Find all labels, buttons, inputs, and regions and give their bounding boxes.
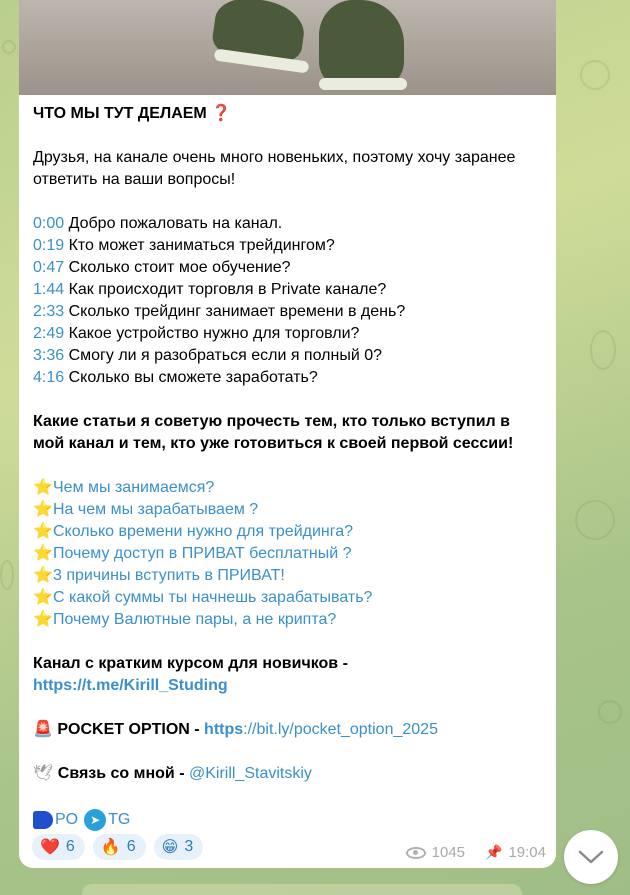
intro-text: Друзья, на канале очень много новеньких, поэтому хочу заранее ответить на ваши вопросы!: [33, 149, 516, 188]
article-link[interactable]: Почему Валютные пары, а не крипта?: [53, 611, 337, 628]
shoe-right-image: [319, 0, 404, 88]
scroll-down-button[interactable]: [564, 830, 618, 884]
timestamp-item: [33, 279, 542, 301]
timestamp-list: [33, 213, 542, 389]
timestamp-text: Сколько трейдинг занимает времени в день?: [64, 303, 406, 320]
timestamp-text: Сколько вы сможете заработать?: [64, 369, 318, 386]
views-count: 1045: [431, 844, 466, 861]
timestamp-text: Как происходит торговля в Private канале?: [64, 281, 387, 298]
reaction-chip[interactable]: [32, 834, 85, 860]
reactions-bar: [32, 834, 203, 860]
article-item: [33, 499, 542, 521]
reaction-emoji-icon: ❤️: [40, 839, 60, 856]
timestamp-link[interactable]: 2:49: [33, 325, 65, 342]
contact-label: Связь со мной -: [57, 765, 189, 782]
timestamp-link[interactable]: 0:47: [33, 259, 65, 276]
article-item: [33, 565, 542, 587]
tg-chip[interactable]: [84, 809, 130, 831]
timestamp-text: Сколько стоит мое обучение?: [64, 259, 291, 276]
star-icon: ⭐: [33, 479, 53, 496]
reaction-chip[interactable]: [154, 834, 204, 860]
article-link[interactable]: 3 причины вступить в ПРИВАТ!: [53, 567, 285, 584]
pocket-link[interactable]: [204, 721, 438, 738]
link-chips: [33, 809, 542, 831]
views-icon: [406, 847, 426, 859]
post-title: [33, 103, 542, 125]
star-icon: ⭐: [33, 589, 53, 606]
timestamp-item: [33, 301, 542, 323]
timestamp-link[interactable]: 2:33: [33, 303, 65, 320]
message-meta: [406, 844, 546, 861]
question-mark-icon: ❓: [211, 105, 232, 122]
timestamp-item: [33, 213, 542, 235]
article-item: [33, 609, 542, 631]
course-link[interactable]: https://t.me/Kirill_Studing: [33, 677, 228, 694]
timestamp-text: Какое устройство нужно для торговли?: [64, 325, 360, 342]
star-icon: ⭐: [33, 545, 53, 562]
po-logo-icon: [33, 811, 53, 829]
reaction-count: 6: [65, 838, 75, 855]
course-label: Канал с кратким курсом для новичков -: [33, 655, 348, 672]
pin-icon: 📌: [485, 844, 503, 860]
message-text: [19, 95, 556, 831]
articles-list: [33, 477, 542, 631]
siren-icon: 🚨: [33, 721, 53, 738]
article-item: [33, 587, 542, 609]
message-bubble: [19, 0, 556, 868]
timestamp-link[interactable]: 4:16: [33, 369, 65, 386]
video-thumbnail[interactable]: [19, 0, 556, 95]
timestamp-item: [33, 323, 542, 345]
timestamp-item: [33, 257, 542, 279]
tg-chip-label[interactable]: TG: [108, 811, 131, 828]
article-item: [33, 477, 542, 499]
contact-link[interactable]: @Kirill_Stavitskiy: [188, 765, 312, 782]
timestamp-text: Добро пожаловать на канал.: [64, 215, 283, 232]
reaction-emoji-icon: 😁: [161, 839, 179, 856]
timestamp-link[interactable]: 0:00: [33, 215, 65, 232]
contact-line: [33, 763, 542, 785]
article-link[interactable]: Сколько времени нужно для трейдинга?: [53, 523, 354, 540]
article-link[interactable]: Чем мы занимаемся?: [53, 479, 215, 496]
message-time: 19:04: [508, 844, 546, 861]
reaction-emoji-icon: 🔥: [100, 839, 121, 856]
timestamp-link[interactable]: 1:44: [33, 281, 65, 298]
po-chip[interactable]: [33, 809, 78, 831]
pocket-option-line: [33, 719, 542, 741]
pocket-label: POCKET OPTION -: [57, 721, 205, 738]
timestamp-link[interactable]: 3:36: [33, 347, 65, 364]
timestamp-text: Кто может заниматься трейдингом?: [64, 237, 335, 254]
chevron-down-icon: [577, 848, 605, 866]
reaction-count: 3: [184, 838, 194, 855]
reaction-chip[interactable]: [93, 834, 146, 860]
star-icon: ⭐: [33, 501, 53, 518]
star-icon: ⭐: [33, 567, 53, 584]
article-item: [33, 543, 542, 565]
article-link[interactable]: Почему доступ в ПРИВАТ бесплатный ?: [53, 545, 352, 562]
star-icon: ⭐: [33, 523, 53, 540]
timestamp-link[interactable]: 0:19: [33, 237, 65, 254]
article-link[interactable]: С какой суммы ты начнешь зарабатывать?: [53, 589, 373, 606]
pinned-bar[interactable]: [82, 884, 522, 895]
pocket-link-path[interactable]: ://bit.ly/pocket_option_2025: [243, 721, 438, 738]
timestamp-item: [33, 235, 542, 257]
star-icon: ⭐: [33, 611, 53, 628]
po-chip-label[interactable]: PO: [55, 811, 79, 828]
articles-heading: Какие статьи я советую прочесть тем, кто только вступил в мой канал и тем, кто уже готовиться к своей первой сессии!: [33, 413, 514, 452]
telegram-icon: ➤: [84, 809, 106, 831]
sole-right-image: [319, 78, 407, 90]
timestamp-item: [33, 345, 542, 367]
title-text: ЧТО МЫ ТУТ ДЕЛАЕМ: [33, 105, 207, 122]
pocket-link-scheme[interactable]: https: [204, 721, 244, 738]
reaction-count: 6: [126, 838, 136, 855]
article-item: [33, 521, 542, 543]
timestamp-item: [33, 367, 542, 389]
timestamp-text: Смогу ли я разобраться если я полный 0?: [64, 347, 382, 364]
article-link[interactable]: На чем мы зарабатываем ?: [53, 501, 259, 518]
dove-icon: 🕊: [33, 765, 54, 782]
